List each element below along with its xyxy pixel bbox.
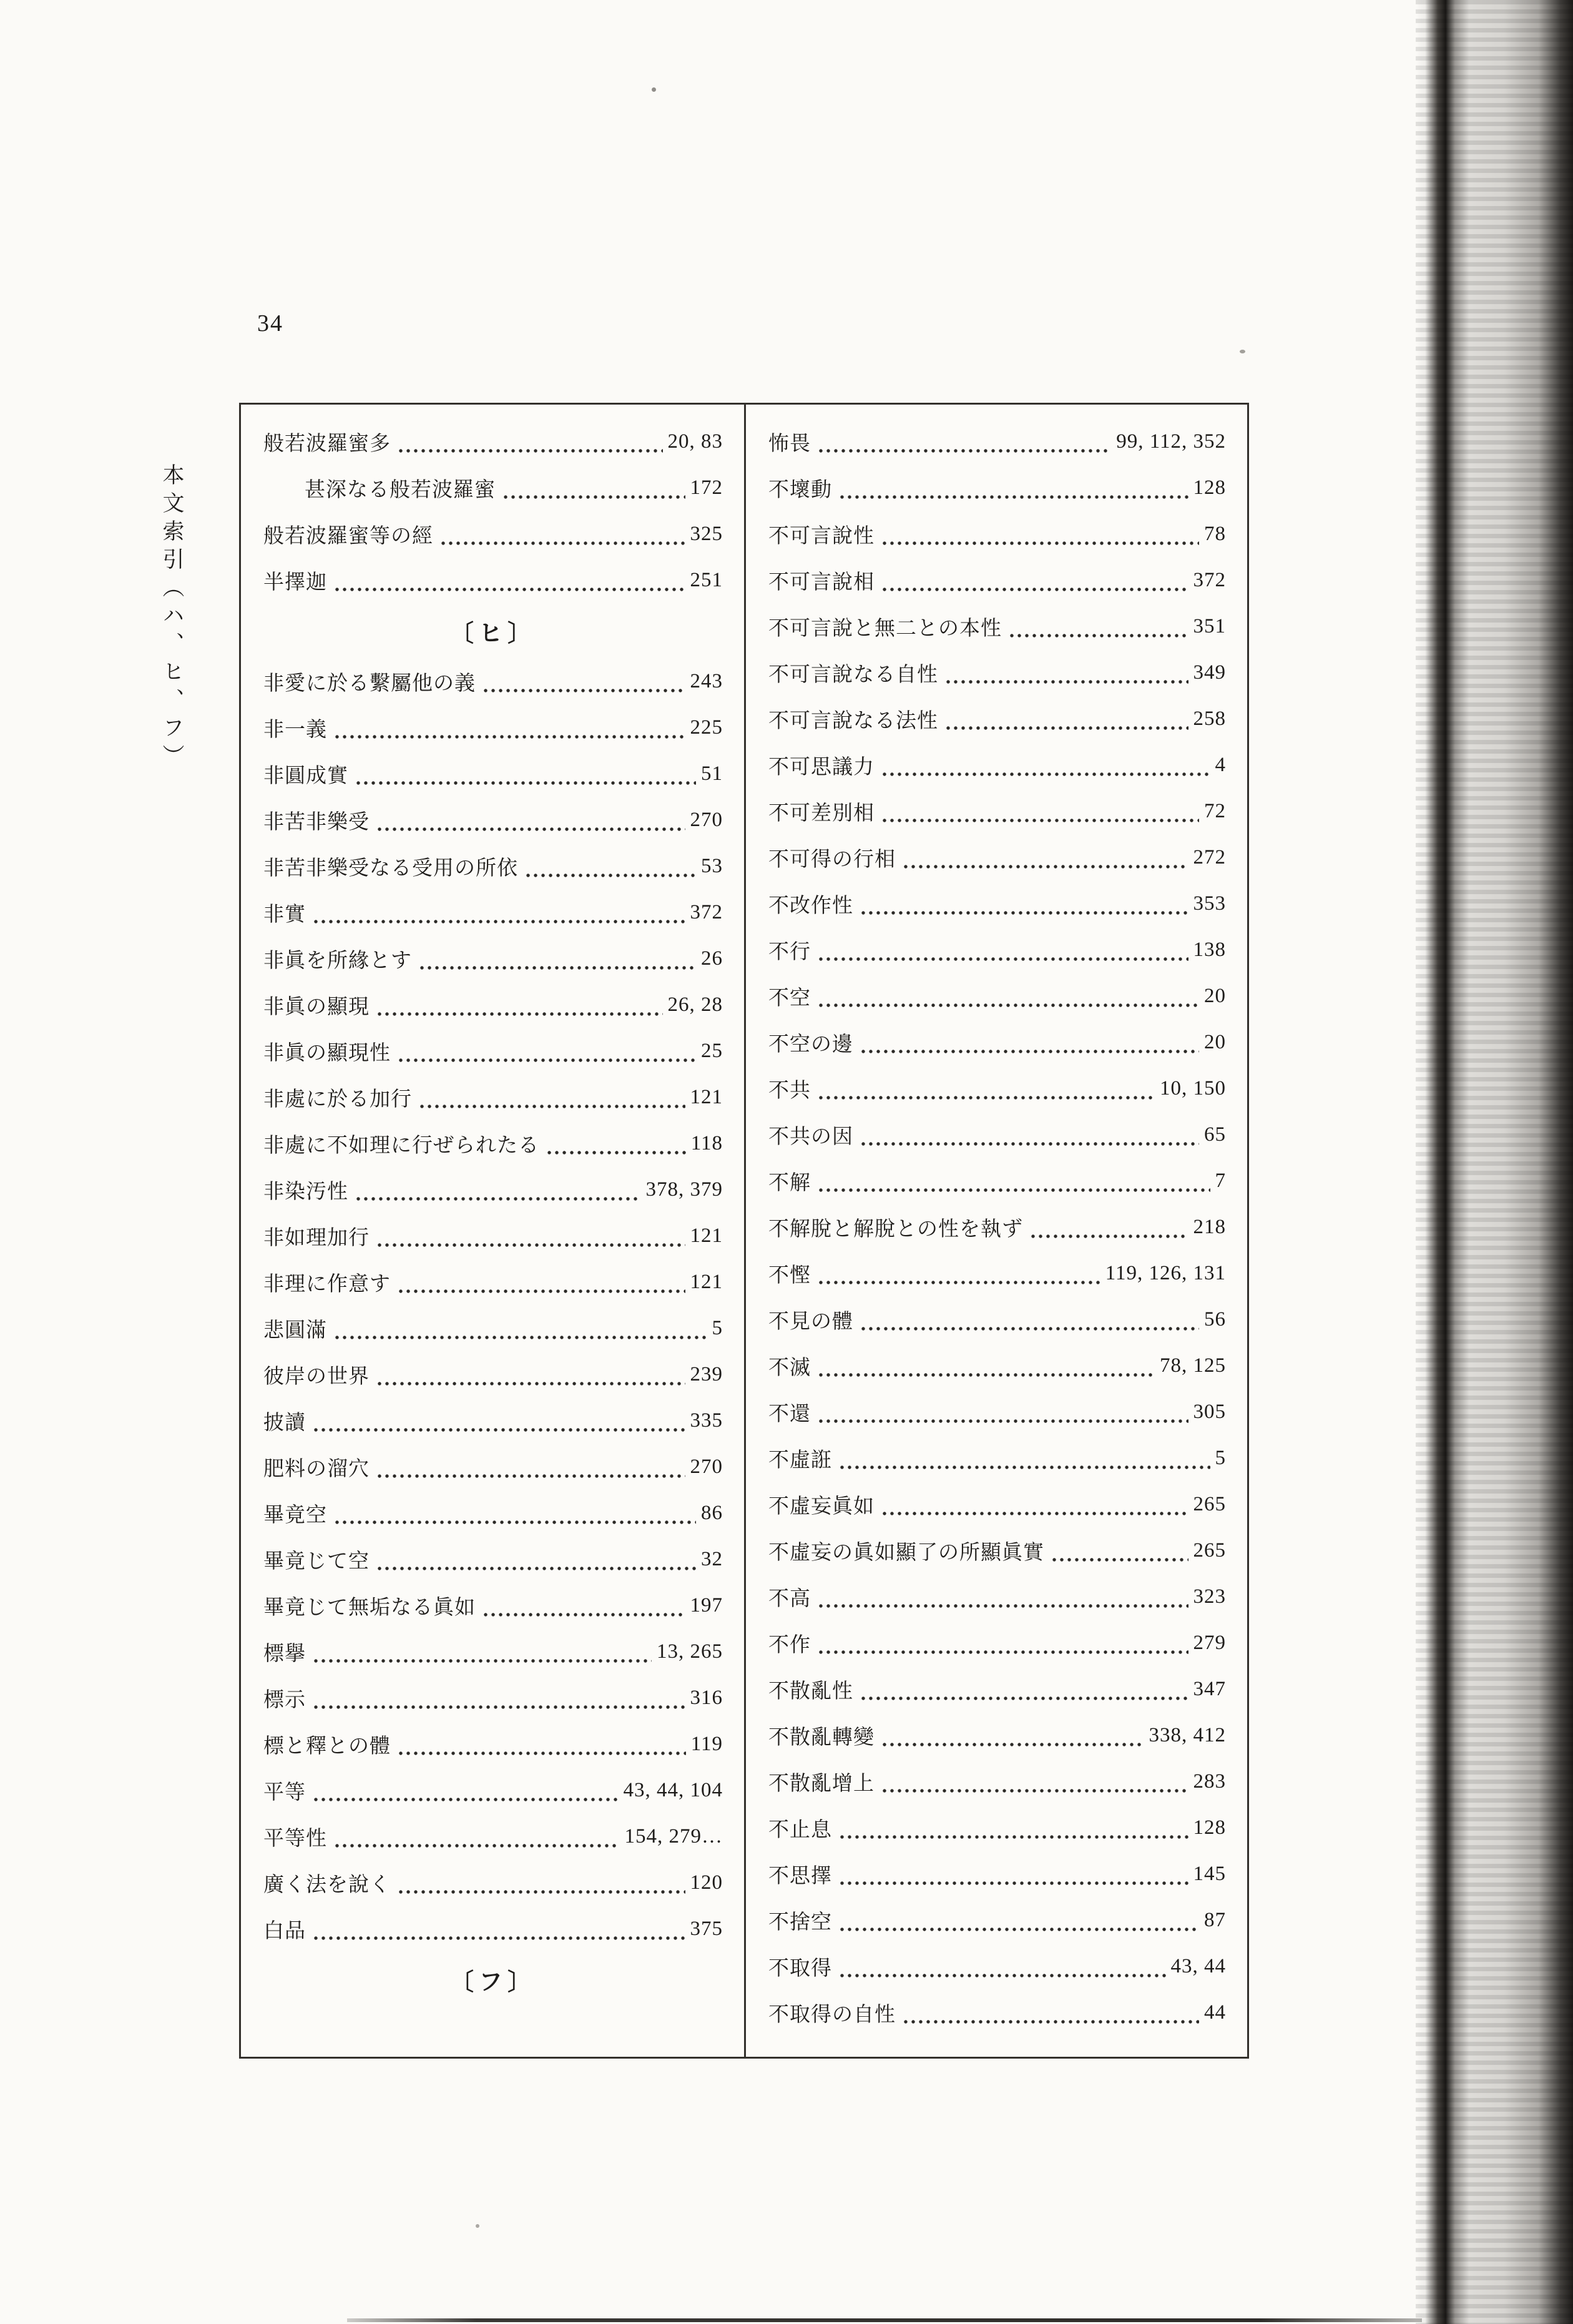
entry-page-numbers: 279 (1193, 1631, 1226, 1654)
entry-term: 不可言說相 (768, 571, 875, 594)
entry-term: 不取得の自性 (768, 2003, 896, 2026)
entry-term: 畢竟空 (263, 1504, 327, 1527)
index-entry (768, 1943, 1226, 1989)
index-entry (768, 880, 1226, 927)
entry-term: 不可言說なる法性 (768, 709, 938, 732)
entry-page-numbers: 353 (1193, 892, 1226, 915)
scan-bottom-edge-line (347, 2318, 1422, 2322)
index-entry (768, 1019, 1226, 1065)
entry-page-numbers: 65 (1204, 1123, 1226, 1146)
entry-leader-dots (860, 1019, 1199, 1065)
entry-page-numbers: 51 (701, 762, 723, 785)
entry-term: 不散亂轉變 (768, 1726, 875, 1749)
index-entry (263, 1675, 723, 1721)
entry-page-numbers: 13, 265 (657, 1640, 723, 1663)
entry-term: 非理に作意す (263, 1273, 391, 1296)
entry-leader-dots (860, 880, 1188, 927)
entry-leader-dots (312, 1628, 652, 1675)
index-entry (263, 1120, 723, 1166)
entry-leader-dots (524, 843, 696, 889)
entry-term: 不滅 (768, 1356, 811, 1379)
entry-term: 非如理加行 (263, 1226, 370, 1249)
index-entry (263, 1166, 723, 1213)
entry-leader-dots (1051, 1527, 1188, 1573)
entry-term: 不虛妄眞如 (768, 1495, 875, 1518)
index-entry (768, 1851, 1226, 1897)
index-entry (768, 1666, 1226, 1712)
entry-term: 不改作性 (768, 894, 853, 917)
entry-leader-dots (397, 1259, 685, 1305)
entry-term: 不空 (768, 987, 811, 1010)
entry-term: 甚深なる般若波羅蜜 (305, 478, 496, 501)
entry-term: 不見の體 (768, 1310, 853, 1333)
entry-page-numbers: 265 (1193, 1539, 1226, 1562)
entry-leader-dots (881, 742, 1210, 788)
entry-term: 非眞を所緣とす (263, 949, 412, 972)
entry-leader-dots (817, 1065, 1155, 1111)
index-entry (263, 1767, 723, 1813)
index-entry (768, 1481, 1226, 1527)
entry-leader-dots (333, 1490, 696, 1536)
entry-page-numbers: 5 (1215, 1446, 1226, 1469)
entry-term: 非眞の顯現 (263, 995, 370, 1018)
index-entry (768, 603, 1226, 649)
index-entry (263, 982, 723, 1028)
entry-term: 不取得 (768, 1957, 832, 1980)
entry-leader-dots (355, 1166, 641, 1213)
index-entry (263, 1536, 723, 1582)
entry-term: 非圓成實 (263, 764, 348, 787)
entry-term: 非處に不如理に行ぜられたる (263, 1134, 539, 1157)
entry-page-numbers: 118 (690, 1131, 723, 1155)
entry-leader-dots (902, 1989, 1199, 2036)
index-entry (263, 751, 723, 797)
entry-leader-dots (312, 1767, 619, 1813)
entry-page-numbers: 99, 112, 352 (1116, 430, 1226, 453)
entry-page-numbers: 372 (690, 900, 723, 923)
entry-term: 不解脫と解脫との性を執ず (768, 1218, 1023, 1241)
entry-leader-dots (817, 1573, 1188, 1620)
index-entry (768, 1527, 1226, 1573)
margin-index-label: 本文索引（ハ、ヒ、フ） (160, 463, 184, 772)
entry-term: 非染汚性 (263, 1180, 348, 1203)
index-entry (263, 797, 723, 843)
entry-term: 不可言說なる自性 (768, 663, 938, 686)
entry-page-numbers: 128 (1193, 1816, 1226, 1839)
entry-leader-dots (376, 1444, 685, 1490)
section-header: 〔フ〕 (449, 1969, 536, 1996)
entry-page-numbers: 78, 125 (1160, 1354, 1226, 1377)
entry-leader-dots (838, 1851, 1188, 1897)
entry-page-numbers: 335 (690, 1409, 723, 1432)
index-entry (768, 465, 1226, 511)
entry-page-numbers: 119, 126, 131 (1105, 1261, 1226, 1284)
entry-page-numbers: 316 (690, 1686, 723, 1709)
entry-term: 不可言說と無二との本性 (768, 617, 1002, 640)
entry-page-numbers: 239 (690, 1362, 723, 1386)
entry-leader-dots (546, 1120, 686, 1166)
entry-page-numbers: 197 (690, 1593, 723, 1617)
entry-term: 平等性 (263, 1827, 327, 1850)
entry-leader-dots (817, 1250, 1100, 1296)
entry-leader-dots (881, 1481, 1188, 1527)
index-entry (768, 1111, 1226, 1158)
entry-leader-dots (838, 465, 1188, 511)
entry-leader-dots (333, 704, 685, 751)
entry-term: 不捨空 (768, 1911, 832, 1934)
entry-page-numbers: 347 (1193, 1677, 1226, 1700)
entry-term: 不虛妄の眞如顯了の所顯眞實 (768, 1541, 1044, 1564)
entry-page-numbers: 272 (1193, 845, 1226, 869)
entry-page-numbers: 43, 44, 104 (623, 1778, 723, 1801)
entry-leader-dots (817, 1342, 1155, 1389)
index-entry (768, 973, 1226, 1019)
entry-page-numbers: 138 (1193, 938, 1226, 961)
entry-leader-dots (881, 1758, 1188, 1805)
section-header: 〔ヒ〕 (449, 620, 536, 647)
entry-leader-dots (333, 557, 685, 603)
entry-term: 不行 (768, 940, 811, 963)
entry-term: 不可思議力 (768, 756, 875, 779)
entry-leader-dots (376, 982, 663, 1028)
entry-leader-dots (312, 889, 685, 935)
entry-page-numbers: 128 (1193, 476, 1226, 499)
entry-term: 廣く法を說く (263, 1873, 391, 1896)
entry-term: 非愛に於る繫屬他の義 (263, 672, 476, 695)
entry-term: 不可得の行相 (768, 848, 896, 871)
entry-leader-dots (397, 418, 663, 465)
entry-page-numbers: 218 (1193, 1215, 1226, 1238)
index-entry (263, 658, 723, 704)
entry-leader-dots (817, 1389, 1188, 1435)
index-column-right (744, 405, 1247, 2057)
entry-page-numbers: 4 (1215, 753, 1226, 776)
entry-leader-dots (376, 1351, 685, 1397)
entry-page-numbers: 32 (701, 1547, 723, 1570)
index-entry (768, 788, 1226, 834)
entry-page-numbers: 121 (690, 1085, 723, 1108)
scan-speck (1240, 350, 1245, 353)
entry-term: 非苦非樂受 (263, 810, 370, 834)
index-entry (263, 465, 723, 511)
entry-page-numbers: 265 (1193, 1492, 1226, 1515)
index-entry (263, 511, 723, 557)
entry-page-numbers: 145 (1193, 1862, 1226, 1885)
entry-leader-dots (944, 649, 1188, 696)
entry-term: 不壞動 (768, 478, 832, 501)
index-entry (768, 1758, 1226, 1805)
index-entry (263, 1259, 723, 1305)
index-frame (239, 403, 1249, 2059)
entry-term: 非眞の顯現性 (263, 1041, 391, 1065)
entry-leader-dots (881, 788, 1199, 834)
entry-page-numbers: 78 (1204, 522, 1226, 545)
index-entry (768, 1250, 1226, 1296)
entry-leader-dots (376, 797, 685, 843)
index-entry (768, 1897, 1226, 1943)
entry-page-numbers: 270 (690, 1455, 723, 1478)
entry-term: 不可言說性 (768, 524, 875, 548)
entry-leader-dots (860, 1666, 1188, 1712)
index-entry (768, 1435, 1226, 1481)
entry-term: 非處に於る加行 (263, 1088, 412, 1111)
entry-term: 不止息 (768, 1818, 832, 1841)
index-entry (263, 1721, 723, 1767)
entry-term: 不可差別相 (768, 802, 875, 825)
index-entry (263, 1074, 723, 1120)
entry-term: 彼岸の世界 (263, 1365, 370, 1388)
entry-page-numbers: 26 (701, 947, 723, 970)
index-entry (768, 1989, 1226, 2036)
index-entry (263, 1859, 723, 1906)
entry-page-numbers: 86 (701, 1501, 723, 1524)
entry-term: 不散亂性 (768, 1680, 853, 1703)
entry-page-numbers: 5 (712, 1316, 723, 1339)
index-entry (263, 1490, 723, 1536)
index-entry (768, 1204, 1226, 1250)
entry-leader-dots (312, 1675, 685, 1721)
entry-page-numbers: 258 (1193, 707, 1226, 730)
entry-term: 不作 (768, 1633, 811, 1657)
index-entry (263, 935, 723, 982)
entry-leader-dots (355, 751, 696, 797)
index-entry (263, 843, 723, 889)
entry-page-numbers: 251 (690, 568, 723, 591)
entry-term: 怖畏 (768, 432, 811, 455)
entry-leader-dots (817, 973, 1199, 1019)
entry-leader-dots (817, 927, 1188, 973)
index-entry (768, 927, 1226, 973)
index-entry (768, 1573, 1226, 1620)
entry-term: 般若波羅蜜多 (263, 432, 391, 455)
index-entry (768, 649, 1226, 696)
entry-page-numbers: 121 (690, 1224, 723, 1247)
entry-term: 非實 (263, 903, 306, 926)
entry-leader-dots (333, 1813, 620, 1859)
entry-page-numbers: 305 (1193, 1400, 1226, 1423)
index-entry (263, 1444, 723, 1490)
entry-leader-dots (838, 1805, 1188, 1851)
entry-leader-dots (312, 1397, 685, 1444)
entry-page-numbers: 72 (1204, 799, 1226, 822)
entry-page-numbers: 43, 44 (1170, 1954, 1226, 1977)
scan-speck (652, 87, 656, 92)
entry-term: 不解 (768, 1171, 811, 1194)
entry-leader-dots (881, 1712, 1144, 1758)
scan-speck (476, 2224, 479, 2228)
entry-page-numbers: 26, 28 (667, 993, 723, 1016)
entry-leader-dots (482, 1582, 685, 1628)
entry-page-numbers: 120 (690, 1871, 723, 1894)
entry-term: 畢竟じて無垢なる眞如 (263, 1596, 476, 1619)
entry-leader-dots (418, 1074, 685, 1120)
index-entry (263, 418, 723, 465)
entry-page-numbers: 20, 83 (667, 430, 723, 453)
entry-leader-dots (376, 1213, 685, 1259)
index-entry (768, 1296, 1226, 1342)
entry-leader-dots (902, 834, 1188, 880)
entry-leader-dots (1029, 1204, 1188, 1250)
index-entry (263, 1213, 723, 1259)
index-entry (263, 1351, 723, 1397)
entry-leader-dots (502, 465, 685, 511)
entry-leader-dots (881, 557, 1188, 603)
entry-leader-dots (838, 1435, 1210, 1481)
entry-leader-dots (397, 1028, 696, 1074)
entry-term: 非一義 (263, 718, 327, 741)
entry-term: 不還 (768, 1402, 811, 1425)
index-entry (263, 1813, 723, 1859)
entry-leader-dots (838, 1897, 1199, 1943)
entry-term: 肥料の溜穴 (263, 1457, 370, 1480)
index-entry (263, 889, 723, 935)
entry-leader-dots (397, 1859, 685, 1906)
entry-page-numbers: 270 (690, 808, 723, 831)
index-entry (768, 511, 1226, 557)
entry-term: 畢竟じて空 (263, 1550, 370, 1573)
entry-term: 不思擇 (768, 1864, 832, 1888)
entry-term: 不高 (768, 1587, 811, 1610)
index-entry (263, 1582, 723, 1628)
entry-page-numbers: 283 (1193, 1770, 1226, 1793)
entry-leader-dots (482, 658, 685, 704)
entry-leader-dots (817, 1158, 1210, 1204)
index-entry (263, 704, 723, 751)
entry-page-numbers: 375 (690, 1917, 723, 1940)
entry-leader-dots (418, 935, 696, 982)
entry-page-numbers: 25 (701, 1039, 723, 1062)
entry-page-numbers: 154, 279… (624, 1824, 723, 1848)
entry-page-numbers: 20 (1204, 984, 1226, 1007)
entry-term: 標示 (263, 1688, 306, 1711)
index-column-left (241, 405, 744, 2057)
entry-page-numbers: 7 (1215, 1169, 1226, 1192)
entry-term: 非苦非樂受なる受用の所依 (263, 857, 518, 880)
index-entry (768, 742, 1226, 788)
entry-page-numbers: 349 (1193, 661, 1226, 684)
index-entry (263, 1305, 723, 1351)
entry-leader-dots (333, 1305, 707, 1351)
entry-term: 不共 (768, 1079, 811, 1102)
entry-leader-dots (1008, 603, 1188, 649)
entry-page-numbers: 372 (1193, 568, 1226, 591)
entry-page-numbers: 20 (1204, 1030, 1226, 1053)
index-entry (768, 1805, 1226, 1851)
index-entry (768, 1620, 1226, 1666)
index-entry (263, 1028, 723, 1074)
entry-term: 不共の因 (768, 1125, 853, 1148)
entry-page-numbers: 10, 150 (1160, 1076, 1226, 1100)
index-entry (263, 557, 723, 603)
entry-term: 不虛誑 (768, 1449, 832, 1472)
entry-leader-dots (376, 1536, 696, 1582)
entry-page-numbers: 351 (1193, 614, 1226, 638)
index-entry (768, 1342, 1226, 1389)
entry-term: 悲圓滿 (263, 1319, 327, 1342)
entry-term: 標擧 (263, 1642, 306, 1665)
entry-leader-dots (397, 1721, 686, 1767)
entry-leader-dots (312, 1906, 685, 1952)
index-entry (768, 557, 1226, 603)
index-entry (768, 834, 1226, 880)
entry-term: 披讀 (263, 1411, 306, 1434)
index-entry (768, 1158, 1226, 1204)
index-entry (768, 418, 1226, 465)
index-entry (768, 1389, 1226, 1435)
entry-leader-dots (439, 511, 685, 557)
entry-leader-dots (817, 418, 1111, 465)
entry-term: 平等 (263, 1781, 306, 1804)
entry-term: 不慳 (768, 1264, 811, 1287)
entry-page-numbers: 225 (690, 716, 723, 739)
index-entry (768, 1065, 1226, 1111)
index-entry (768, 1712, 1226, 1758)
entry-page-numbers: 119 (690, 1732, 723, 1755)
index-entry (263, 1628, 723, 1675)
entry-term: 半擇迦 (263, 571, 327, 594)
entry-page-numbers: 44 (1204, 2001, 1226, 2024)
entry-page-numbers: 53 (701, 854, 723, 877)
entry-term: 白品 (263, 1919, 306, 1942)
entry-page-numbers: 56 (1204, 1307, 1226, 1331)
scan-binding-shadow (1416, 0, 1573, 2324)
page-number: 34 (257, 310, 283, 337)
entry-leader-dots (944, 696, 1188, 742)
index-entry (263, 1397, 723, 1444)
entry-page-numbers: 323 (1193, 1585, 1226, 1608)
entry-page-numbers: 325 (690, 522, 723, 545)
entry-page-numbers: 121 (690, 1270, 723, 1293)
entry-page-numbers: 243 (690, 669, 723, 692)
entry-leader-dots (860, 1111, 1199, 1158)
entry-term: 標と釋との體 (263, 1735, 391, 1758)
entry-page-numbers: 338, 412 (1149, 1723, 1226, 1746)
entry-leader-dots (860, 1296, 1199, 1342)
entry-term: 不空の邊 (768, 1033, 853, 1056)
entry-page-numbers: 87 (1204, 1908, 1226, 1931)
entry-term: 般若波羅蜜等の經 (263, 524, 433, 548)
index-entry (263, 1906, 723, 1952)
entry-leader-dots (838, 1943, 1166, 1989)
entry-page-numbers: 172 (690, 476, 723, 499)
index-entry (768, 696, 1226, 742)
entry-leader-dots (817, 1620, 1188, 1666)
entry-page-numbers: 378, 379 (645, 1178, 723, 1201)
entry-term: 不散亂增上 (768, 1772, 875, 1795)
entry-leader-dots (881, 511, 1199, 557)
